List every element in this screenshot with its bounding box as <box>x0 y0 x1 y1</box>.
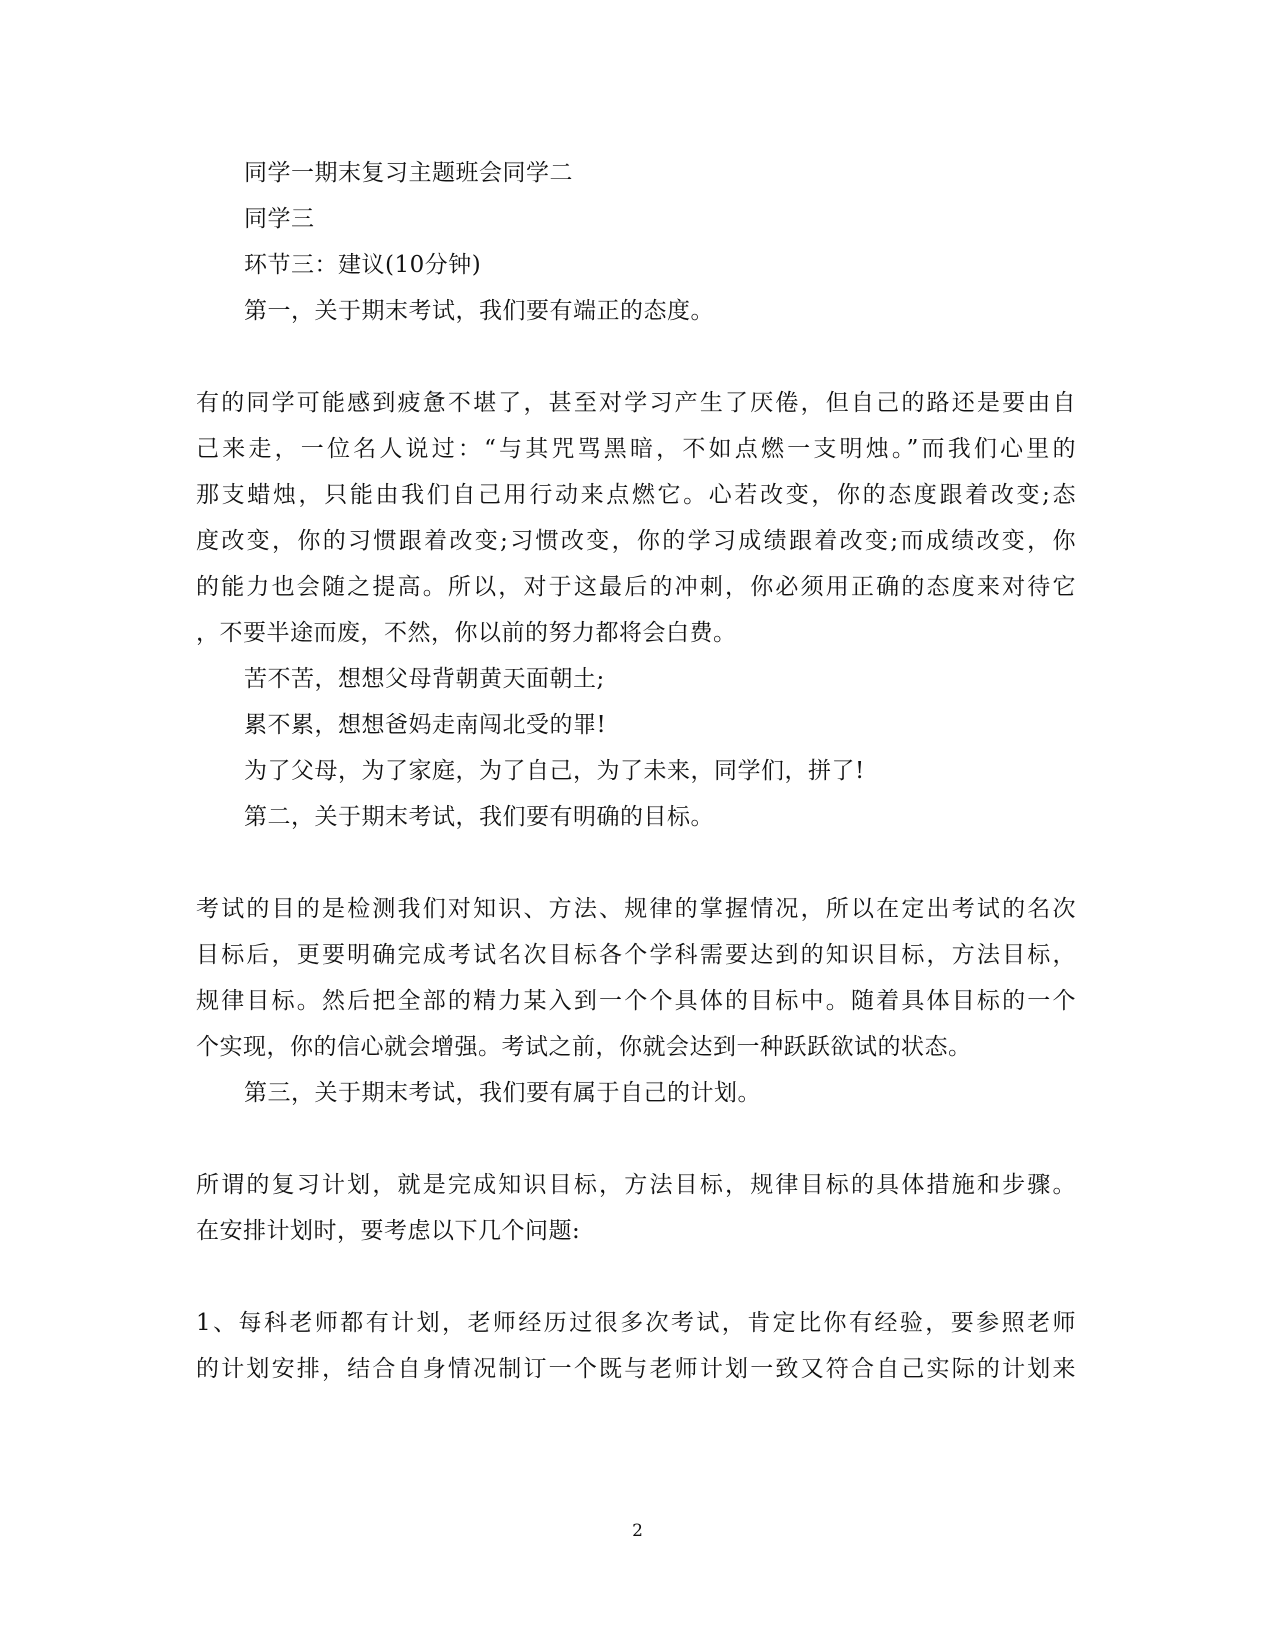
paragraph-line: 1、每科老师都有计划，老师经历过很多次考试，肯定比你有经验，要参照老师 <box>196 1310 1076 1336</box>
point-heading: 第一，关于期末考试，我们要有端正的态度。 <box>244 298 714 324</box>
paragraph-line: 有的同学可能感到疲惫不堪了，甚至对学习产生了厌倦，但自己的路还是要由自 <box>196 390 1076 416</box>
paragraph-line: 考试的目的是检测我们对知识、方法、规律的掌握情况，所以在定出考试的名次 <box>196 896 1076 922</box>
section-heading: 环节三：建议(10分钟) <box>244 252 482 278</box>
point-heading: 第二，关于期末考试，我们要有明确的目标。 <box>244 804 714 830</box>
paragraph-line: 度改变，你的习惯跟着改变;习惯改变，你的学习成绩跟着改变;而成绩改变，你 <box>196 528 1076 554</box>
paragraph-line: 己来走，一位名人说过：“与其咒骂黑暗，不如点燃一支明烛。”而我们心里的 <box>196 436 1076 462</box>
page-number: 2 <box>632 1521 643 1541</box>
paragraph-line: ，不要半途而废，不然，你以前的努力都将会白费。 <box>196 620 737 646</box>
paragraph-line: 在安排计划时，要考虑以下几个问题: <box>196 1218 581 1244</box>
paragraph-line: 个实现，你的信心就会增强。考试之前，你就会达到一种跃跃欲试的状态。 <box>196 1034 972 1060</box>
verse-line: 累不累，想想爸妈走南闯北受的罪! <box>244 712 607 738</box>
paragraph-line: 的能力也会随之提高。所以，对于这最后的冲刺，你必须用正确的态度来对待它 <box>196 574 1076 600</box>
paragraph-line: 那支蜡烛，只能由我们自己用行动来点燃它。心若改变，你的态度跟着改变;态 <box>196 482 1076 508</box>
paragraph-line: 所谓的复习计划，就是完成知识目标，方法目标，规律目标的具体措施和步骤。 <box>196 1172 1076 1198</box>
text-line: 同学三 <box>244 206 315 232</box>
paragraph-line: 规律目标。然后把全部的精力某入到一个个具体的目标中。随着具体目标的一个 <box>196 988 1076 1014</box>
paragraph-line: 的计划安排，结合自身情况制订一个既与老师计划一致又符合自己实际的计划来 <box>196 1356 1076 1382</box>
verse-line: 为了父母，为了家庭，为了自己，为了未来，同学们，拼了! <box>244 758 865 784</box>
point-heading: 第三，关于期末考试，我们要有属于自己的计划。 <box>244 1080 761 1106</box>
verse-line: 苦不苦，想想父母背朝黄天面朝土; <box>244 666 605 692</box>
paragraph-line: 目标后，更要明确完成考试名次目标各个学科需要达到的知识目标，方法目标， <box>196 942 1076 968</box>
text-line: 同学一期末复习主题班会同学二 <box>244 160 573 186</box>
